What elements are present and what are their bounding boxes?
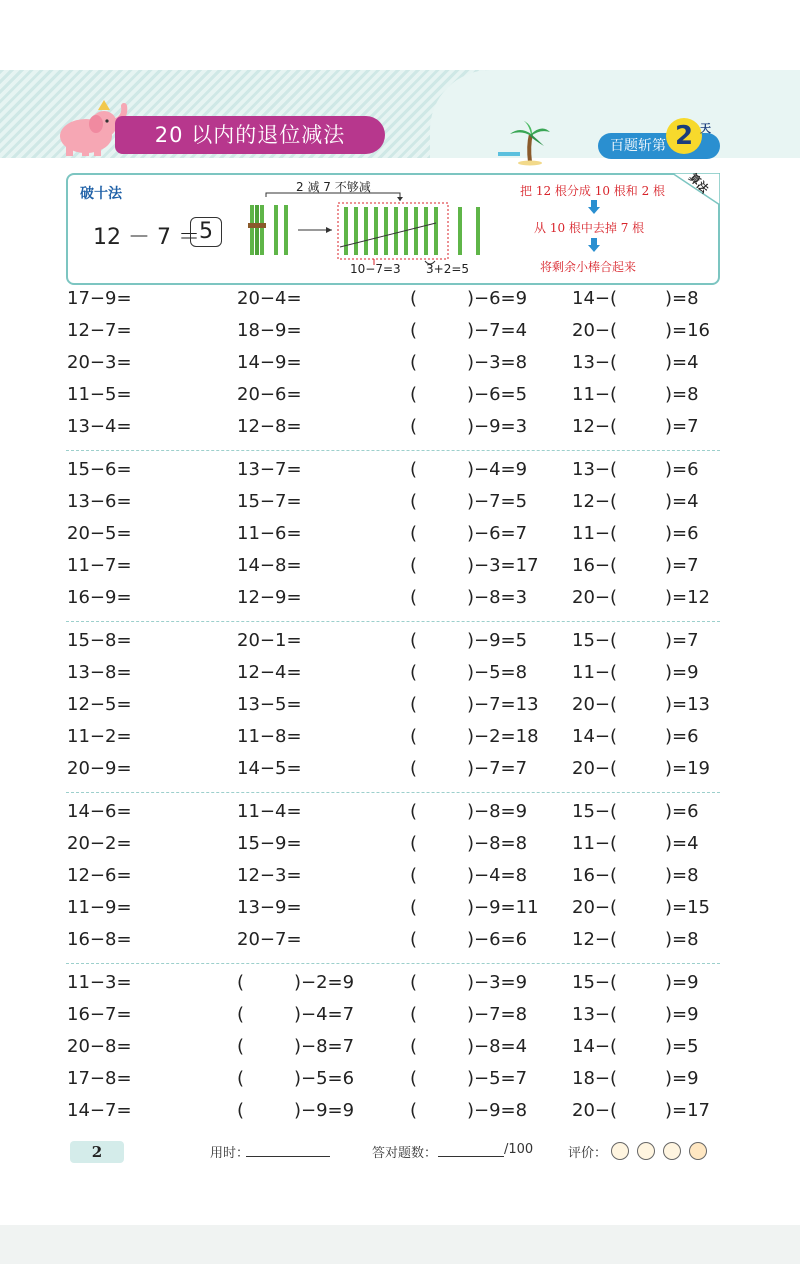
footer-band: [0, 1225, 800, 1264]
exercise-cell: 11−(: [572, 833, 618, 854]
exercise-row: [0, 1004, 800, 1036]
exercise-cell: )=16: [665, 320, 711, 341]
exercise-row: [0, 384, 800, 416]
exercise-cell: (: [410, 491, 418, 512]
exercise-cell: 11−5=: [67, 384, 132, 405]
exercise-cell: 15−7=: [237, 491, 302, 512]
exercise-cell: )−9=9: [294, 1100, 355, 1121]
exercise-cell: )−5=6: [294, 1068, 355, 1089]
exercise-cell: )=17: [665, 1100, 711, 1121]
exercise-cell: )−4=9: [467, 459, 528, 480]
exercise-cell: (: [237, 1068, 245, 1089]
exercise-cell: (: [410, 694, 418, 715]
exercise-cell: 11−(: [572, 523, 618, 544]
exercise-cell: 16−(: [572, 555, 618, 576]
exercise-cell: )=4: [665, 833, 699, 854]
exercise-cell: 11−2=: [67, 726, 132, 747]
exercise-cell: )=15: [665, 897, 711, 918]
exercise-cell: )=9: [665, 662, 699, 683]
exercise-cell: (: [410, 1036, 418, 1057]
correct-label: 答对题数：: [372, 1146, 438, 1161]
exercise-cell: )=4: [665, 352, 699, 373]
section-divider: [66, 621, 720, 622]
exercise-cell: 12−(: [572, 929, 618, 950]
exercise-cell: 16−7=: [67, 1004, 132, 1025]
exercise-cell: 13−7=: [237, 459, 302, 480]
exercise-cell: 12−8=: [237, 416, 302, 437]
section-divider: [66, 450, 720, 451]
exercise-cell: 20−(: [572, 758, 618, 779]
exercise-cell: )=12: [665, 587, 711, 608]
exercise-cell: 14−8=: [237, 555, 302, 576]
sub-left-note: 10−7=3: [350, 262, 401, 276]
exercise-cell: (: [410, 555, 418, 576]
step-3-text: 将剩余小棒合起来: [540, 260, 637, 274]
exercise-cell: 17−8=: [67, 1068, 132, 1089]
method-title: 破十法: [80, 186, 122, 202]
smiley-face-icon: [611, 1142, 629, 1160]
exercise-cell: (: [410, 459, 418, 480]
correct-total: /100: [504, 1142, 534, 1157]
exercise-cell: 13−(: [572, 459, 618, 480]
exercise-cell: )−8=8: [467, 833, 528, 854]
exercise-cell: 11−8=: [237, 726, 302, 747]
exercise-cell: )−7=5: [467, 491, 528, 512]
sub-right-note: 3+2=5: [426, 262, 470, 276]
exercise-row: [0, 801, 800, 833]
brace-note: 2 减 7 不够减: [296, 180, 371, 194]
exercise-cell: )−7=4: [467, 320, 528, 341]
exercise-cell: 20−3=: [67, 352, 132, 373]
exercise-cell: )=7: [665, 630, 699, 651]
exercise-cell: )−8=7: [294, 1036, 355, 1057]
exercise-cell: 13−(: [572, 352, 618, 373]
exercise-cell: (: [410, 587, 418, 608]
exercise-cell: 13−5=: [237, 694, 302, 715]
exercise-row: [0, 758, 800, 790]
exercise-row: [0, 320, 800, 352]
exercise-cell: 14−9=: [237, 352, 302, 373]
exercise-cell: 20−(: [572, 897, 618, 918]
exercise-cell: 20−8=: [67, 1036, 132, 1057]
exercise-cell: 14−7=: [67, 1100, 132, 1121]
exercise-row: [0, 352, 800, 384]
exercise-cell: (: [410, 726, 418, 747]
exercise-cell: )−4=8: [467, 865, 528, 886]
day-unit: 天: [700, 122, 711, 135]
exercise-cell: 14−(: [572, 288, 618, 309]
exercise-cell: 14−(: [572, 1036, 618, 1057]
exercise-cell: )=13: [665, 694, 711, 715]
exercise-cell: 15−(: [572, 972, 618, 993]
exercise-cell: 12−7=: [67, 320, 132, 341]
exercise-cell: )=6: [665, 459, 699, 480]
exercise-cell: 20−1=: [237, 630, 302, 651]
exercise-row: [0, 694, 800, 726]
exercise-cell: 15−6=: [67, 459, 132, 480]
exercise-cell: 20−6=: [237, 384, 302, 405]
exercise-cell: )=19: [665, 758, 711, 779]
exercise-cell: 16−8=: [67, 929, 132, 950]
exercise-cell: (: [410, 833, 418, 854]
exercise-cell: (: [410, 630, 418, 651]
exercise-cell: )=6: [665, 801, 699, 822]
exercise-cell: 12−(: [572, 416, 618, 437]
exercise-cell: )−8=9: [467, 801, 528, 822]
exercise-cell: 11−(: [572, 662, 618, 683]
method-answer: 5: [190, 217, 222, 247]
exercise-cell: (: [410, 897, 418, 918]
exercise-cell: (: [410, 523, 418, 544]
exercise-row: [0, 491, 800, 523]
exercise-cell: )−2=9: [294, 972, 355, 993]
exercise-row: [0, 1100, 800, 1132]
exercise-row: [0, 662, 800, 694]
exercise-cell: 12−3=: [237, 865, 302, 886]
exercise-cell: 12−(: [572, 491, 618, 512]
exercise-cell: (: [237, 1036, 245, 1057]
exercise-cell: (: [410, 384, 418, 405]
exercise-cell: )−3=17: [467, 555, 539, 576]
page-number: 2: [70, 1141, 124, 1163]
exercise-cell: )−9=3: [467, 416, 528, 437]
exercise-row: [0, 865, 800, 897]
palm-tree-icon: [498, 120, 552, 166]
smiley-face-icon: [637, 1142, 655, 1160]
correct-blank: [438, 1156, 504, 1157]
exercise-cell: 11−(: [572, 384, 618, 405]
exercise-row: [0, 1068, 800, 1100]
exercise-cell: 20−5=: [67, 523, 132, 544]
step-2-text: 从 10 根中去掉 7 根: [534, 221, 645, 235]
exercise-cell: 11−6=: [237, 523, 302, 544]
exercise-row: [0, 523, 800, 555]
exercise-cell: 15−(: [572, 630, 618, 651]
exercise-cell: )=4: [665, 491, 699, 512]
exercise-row: [0, 972, 800, 1004]
exercise-cell: (: [410, 1004, 418, 1025]
exercise-cell: )−6=9: [467, 288, 528, 309]
time-label: 用时：: [210, 1146, 250, 1161]
rating-label: 评价：: [568, 1146, 608, 1161]
exercise-row: [0, 726, 800, 758]
exercise-cell: 13−(: [572, 1004, 618, 1025]
section-divider: [66, 792, 720, 793]
exercise-cell: 16−9=: [67, 587, 132, 608]
exercise-cell: )=8: [665, 384, 699, 405]
exercise-cell: 20−4=: [237, 288, 302, 309]
exercise-cell: (: [237, 1100, 245, 1121]
exercise-cell: )−6=5: [467, 384, 528, 405]
exercise-row: [0, 555, 800, 587]
exercise-cell: )=9: [665, 972, 699, 993]
method-equation: 12 － 7 ＝: [93, 225, 200, 250]
exercise-row: [0, 1036, 800, 1068]
exercise-row: [0, 288, 800, 320]
exercise-cell: )−4=7: [294, 1004, 355, 1025]
exercise-row: [0, 630, 800, 662]
exercise-cell: (: [410, 865, 418, 886]
exercise-cell: )−5=7: [467, 1068, 528, 1089]
exercise-cell: )=7: [665, 555, 699, 576]
arrow-down-icon: [588, 200, 600, 214]
smiley-face-icon: [663, 1142, 681, 1160]
exercise-cell: 13−4=: [67, 416, 132, 437]
exercise-cell: )−8=3: [467, 587, 528, 608]
exercise-cell: 12−5=: [67, 694, 132, 715]
exercise-cell: )=5: [665, 1036, 699, 1057]
exercise-cell: 20−2=: [67, 833, 132, 854]
exercise-cell: (: [410, 972, 418, 993]
exercise-cell: )−2=18: [467, 726, 539, 747]
exercise-cell: 12−9=: [237, 587, 302, 608]
exercise-cell: (: [237, 972, 245, 993]
exercise-cell: (: [410, 801, 418, 822]
exercise-cell: )=9: [665, 1004, 699, 1025]
exercise-cell: )−7=8: [467, 1004, 528, 1025]
exercise-cell: 18−(: [572, 1068, 618, 1089]
exercise-cell: 15−(: [572, 801, 618, 822]
exercise-cell: )=8: [665, 929, 699, 950]
exercise-cell: 18−9=: [237, 320, 302, 341]
exercise-cell: )=8: [665, 865, 699, 886]
exercise-cell: (: [410, 320, 418, 341]
exercise-cell: (: [410, 288, 418, 309]
exercise-cell: (: [410, 1068, 418, 1089]
exercise-cell: )−6=7: [467, 523, 528, 544]
exercise-cell: )−9=5: [467, 630, 528, 651]
exercise-row: [0, 897, 800, 929]
exercise-cell: (: [237, 1004, 245, 1025]
exercise-cell: 11−4=: [237, 801, 302, 822]
exercise-cell: )−9=8: [467, 1100, 528, 1121]
exercise-cell: )−9=11: [467, 897, 539, 918]
badge-label: 百题斩第: [610, 138, 666, 154]
exercise-cell: )−7=7: [467, 758, 528, 779]
exercise-cell: )−8=4: [467, 1036, 528, 1057]
exercise-row: [0, 587, 800, 619]
exercise-cell: 11−9=: [67, 897, 132, 918]
exercise-row: [0, 929, 800, 961]
exercise-cell: )=6: [665, 523, 699, 544]
happy-face-icon: [689, 1142, 707, 1160]
exercise-cell: )−3=9: [467, 972, 528, 993]
exercise-cell: )=8: [665, 288, 699, 309]
exercise-cell: )=6: [665, 726, 699, 747]
exercise-cell: 13−9=: [237, 897, 302, 918]
exercise-cell: 14−6=: [67, 801, 132, 822]
exercise-cell: 11−7=: [67, 555, 132, 576]
exercise-cell: 20−(: [572, 587, 618, 608]
exercise-cell: 17−9=: [67, 288, 132, 309]
exercise-cell: 12−4=: [237, 662, 302, 683]
exercise-cell: 12−6=: [67, 865, 132, 886]
method-tag: 算法: [686, 170, 712, 196]
exercise-cell: 15−8=: [67, 630, 132, 651]
exercise-cell: 11−3=: [67, 972, 132, 993]
exercise-row: [0, 833, 800, 865]
exercise-cell: (: [410, 662, 418, 683]
exercise-cell: )−6=6: [467, 929, 528, 950]
exercise-cell: )−5=8: [467, 662, 528, 683]
exercise-cell: (: [410, 352, 418, 373]
day-number: 2: [666, 118, 702, 154]
exercise-cell: )=7: [665, 416, 699, 437]
exercise-cell: 20−(: [572, 1100, 618, 1121]
exercise-cell: 20−(: [572, 694, 618, 715]
exercise-cell: 14−(: [572, 726, 618, 747]
exercise-cell: )−7=13: [467, 694, 539, 715]
exercise-cell: (: [410, 416, 418, 437]
step-1-text: 把 12 根分成 10 根和 2 根: [520, 184, 666, 198]
exercise-row: [0, 416, 800, 448]
exercise-cell: 20−(: [572, 320, 618, 341]
exercise-cell: 14−5=: [237, 758, 302, 779]
exercise-cell: 15−9=: [237, 833, 302, 854]
exercise-cell: 16−(: [572, 865, 618, 886]
exercise-cell: 13−8=: [67, 662, 132, 683]
section-divider: [66, 963, 720, 964]
exercise-cell: 20−9=: [67, 758, 132, 779]
exercise-cell: (: [410, 1100, 418, 1121]
exercise-cell: 13−6=: [67, 491, 132, 512]
exercise-cell: 20−7=: [237, 929, 302, 950]
arrow-down-icon: [588, 238, 600, 252]
stick-bundle-icon: [248, 205, 266, 255]
exercise-row: [0, 459, 800, 491]
page-title: 20 以内的退位减法: [115, 116, 385, 154]
exercise-cell: (: [410, 758, 418, 779]
exercise-cell: )=9: [665, 1068, 699, 1089]
exercise-cell: (: [410, 929, 418, 950]
exercise-cell: )−3=8: [467, 352, 528, 373]
time-blank: [246, 1156, 330, 1157]
